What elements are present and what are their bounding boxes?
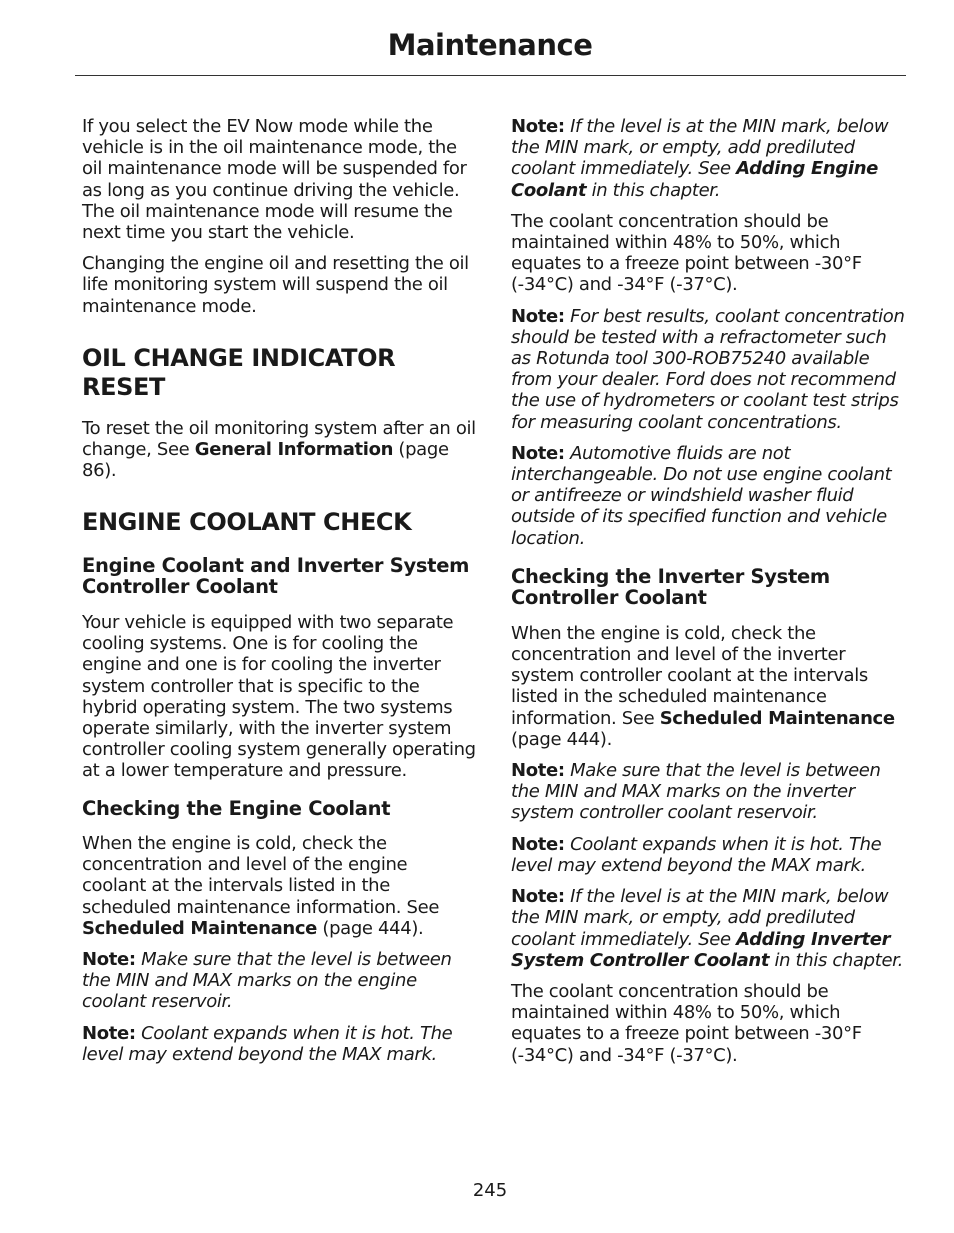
note-refractometer [511, 306, 905, 433]
left-column [82, 116, 476, 1075]
note-label: Note: [511, 886, 565, 908]
note-inverter-min-level [511, 886, 905, 971]
note-tail: in this chapter. [586, 179, 721, 201]
general-information-link[interactable]: General Information [194, 439, 394, 461]
note-text: Make sure that the level is between the MIN and MAX marks on the engine coolant reservoir. [82, 949, 452, 1013]
note-text: For best results, coolant concentration should be tested with a refractometer such as Rotunda tool 300-ROB75240 available from your dealer. Ford does not recommend the use of hydrometers or coolant test strips for measuring coolant concentrations. [511, 305, 905, 433]
oil-change-indicator-reset-heading: OIL CHANGE INDICATOR RESET [82, 343, 396, 402]
adding-inverter-coolant-link[interactable]: Adding Inverter System Controller Coolant [511, 928, 891, 971]
engine-coolant-inverter-heading: Engine Coolant and Inverter System Controller Coolant [82, 553, 470, 599]
adding-engine-coolant-link[interactable]: Adding Engine Coolant [511, 158, 879, 201]
oil-change-paragraph: Changing the engine oil and resetting the oil life monitoring system will suspend the oil maintenance mode. [82, 253, 469, 317]
scheduled-maintenance-link[interactable]: Scheduled Maintenance [659, 707, 895, 729]
note-text: Make sure that the level is between the MIN and MAX marks on the inverter system controller coolant reservoir. [511, 760, 881, 824]
note-label: Note: [511, 305, 565, 327]
note-engine-level [82, 949, 476, 1013]
cooling-systems-paragraph: Your vehicle is equipped with two separate cooling systems. One is for cooling the engine and one is for cooling the inverter system controller that is specific to the hybrid operating system. The two systems operate similarly, with the inverter system controller cooling system generally operating at a lower temperature and pressure. [82, 611, 476, 782]
note-text: Coolant expands when it is hot. The level may extend beyond the MAX mark. [511, 833, 882, 876]
note-inverter-level [511, 760, 905, 824]
scheduled-maintenance-link[interactable]: Scheduled Maintenance [82, 917, 318, 939]
note-text: If the level is at the MIN mark, below the MIN mark, or empty, add prediluted coolant immediately. See [511, 886, 889, 950]
oil-reset-text: To reset the oil monitoring system after an oil change, See [82, 417, 476, 461]
note-label: Note: [511, 116, 565, 137]
ev-now-paragraph: If you select the EV Now mode while the vehicle is in the oil maintenance mode, the oil maintenance mode will be suspended for as long as you continue driving the vehicle. The oil maintenance mode will resume the next time you start the vehicle. [82, 116, 467, 244]
page-number: 245 [472, 1180, 508, 1201]
note-label: Note: [511, 442, 565, 464]
checking-engine-page-ref: (page 444). [317, 917, 424, 939]
note-text: Coolant expands when it is hot. The level may extend beyond the MAX mark. [82, 1022, 453, 1065]
note-tail: in this chapter. [769, 949, 903, 971]
engine-coolant-concentration-paragraph: The coolant concentration should be maintained within 48% to 50%, which equates to a freeze point between -30°F (-34°C) and -34°F (-37°C). [511, 210, 862, 296]
oil-reset-paragraph [82, 418, 476, 482]
note-engine-min-level [511, 116, 905, 201]
note-engine-expands [82, 1023, 476, 1065]
checking-engine-coolant-paragraph [82, 833, 476, 939]
checking-inverter-text: When the engine is cold, check the concentration and level of the inverter system controller coolant at the intervals listed in the scheduled maintenance information. See [511, 622, 868, 729]
engine-coolant-check-heading: ENGINE COOLANT CHECK [82, 508, 412, 537]
note-text: If the level is at the MIN mark, below the MIN mark, or empty, add prediluted coolant immediately. See [511, 116, 889, 180]
right-column [511, 116, 905, 1076]
note-label: Note: [82, 949, 136, 971]
checking-inverter-coolant-heading: Checking the Inverter System Controller Coolant [511, 564, 830, 610]
checking-engine-coolant-heading: Checking the Engine Coolant [82, 796, 391, 820]
header-divider [75, 75, 906, 76]
checking-engine-text: When the engine is cold, check the concentration and level of the engine coolant at the intervals listed in the scheduled maintenance information. See [82, 833, 440, 918]
inverter-coolant-concentration-paragraph: The coolant concentration should be maintained within 48% to 50%, which equates to a freeze point between -30°F (-34°C) and -34°F (-37°C). [511, 980, 862, 1066]
note-inverter-expands [511, 834, 905, 876]
note-label: Note: [511, 760, 565, 782]
checking-inverter-page-ref: (page 444). [511, 728, 612, 750]
note-fluids-not-interchangeable [511, 443, 905, 549]
note-label: Note: [511, 833, 565, 855]
note-text: Automotive fluids are not interchangeable. Do not use engine coolant or antifreeze or windshield washer fluid outside of its specified function and vehicle location. [511, 442, 892, 549]
page-title: Maintenance [387, 28, 593, 62]
checking-inverter-coolant-paragraph [511, 623, 905, 750]
oil-reset-page-ref: (page 86). [82, 439, 449, 482]
note-label: Note: [82, 1022, 136, 1044]
